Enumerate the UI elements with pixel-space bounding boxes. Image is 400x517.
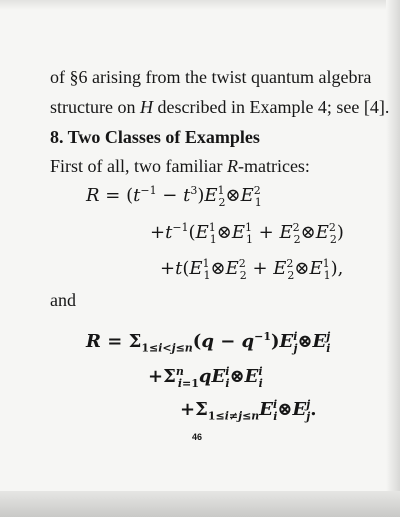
- intro-var: R: [226, 156, 238, 176]
- text-line-2: [50, 96, 389, 118]
- equation-2-line-2: $+\Sigma^n_{i=1}qE^i_i\otimes E^i_i$: [148, 365, 263, 390]
- intro-line: [50, 155, 310, 177]
- text-line-1: [50, 66, 371, 88]
- page-number: 46: [192, 432, 203, 442]
- intro-post: -matrices:: [237, 156, 310, 176]
- intro-pre: First of all, two familiar: [50, 156, 227, 176]
- line-2-post: described in Example 4; see [4].: [152, 97, 390, 117]
- equation-2-line-3: $+\Sigma_{1\le i\ne j\le n}E^i_i\otimes E^j_j$.: [180, 398, 317, 423]
- scan-right-edge: [386, 0, 400, 517]
- scan-top-edge: [0, 0, 400, 10]
- and-word: and: [50, 290, 76, 310]
- line-1-text: of §6 arising from the twist quantum algebra: [50, 67, 372, 87]
- scan-bottom-band: [0, 491, 400, 517]
- equation-1-line-3: $+t(E^1_1\otimes E^2_2$ + $E^2_2\otimes E^1_1$),: [160, 257, 344, 282]
- equation-1-line-1: $R = (t^{-1}$ − $t^3)E^1_2\otimes E^2_1$: [86, 184, 262, 209]
- equation-1-line-2: $+t^{-1}(E^1_1\otimes E^1_1$ + $E^2_2\otimes E^2_2$): [150, 221, 344, 246]
- equation-2-line-1: $R = \Sigma_{1\le i<j\le n}(q$ − $q^{-1})E^i_j\otimes E^j_i$: [86, 330, 331, 355]
- section-heading: 8. Two Classes of Examples: [50, 127, 260, 147]
- line-2-var: H: [139, 97, 153, 117]
- line-2-pre: structure on: [50, 97, 140, 117]
